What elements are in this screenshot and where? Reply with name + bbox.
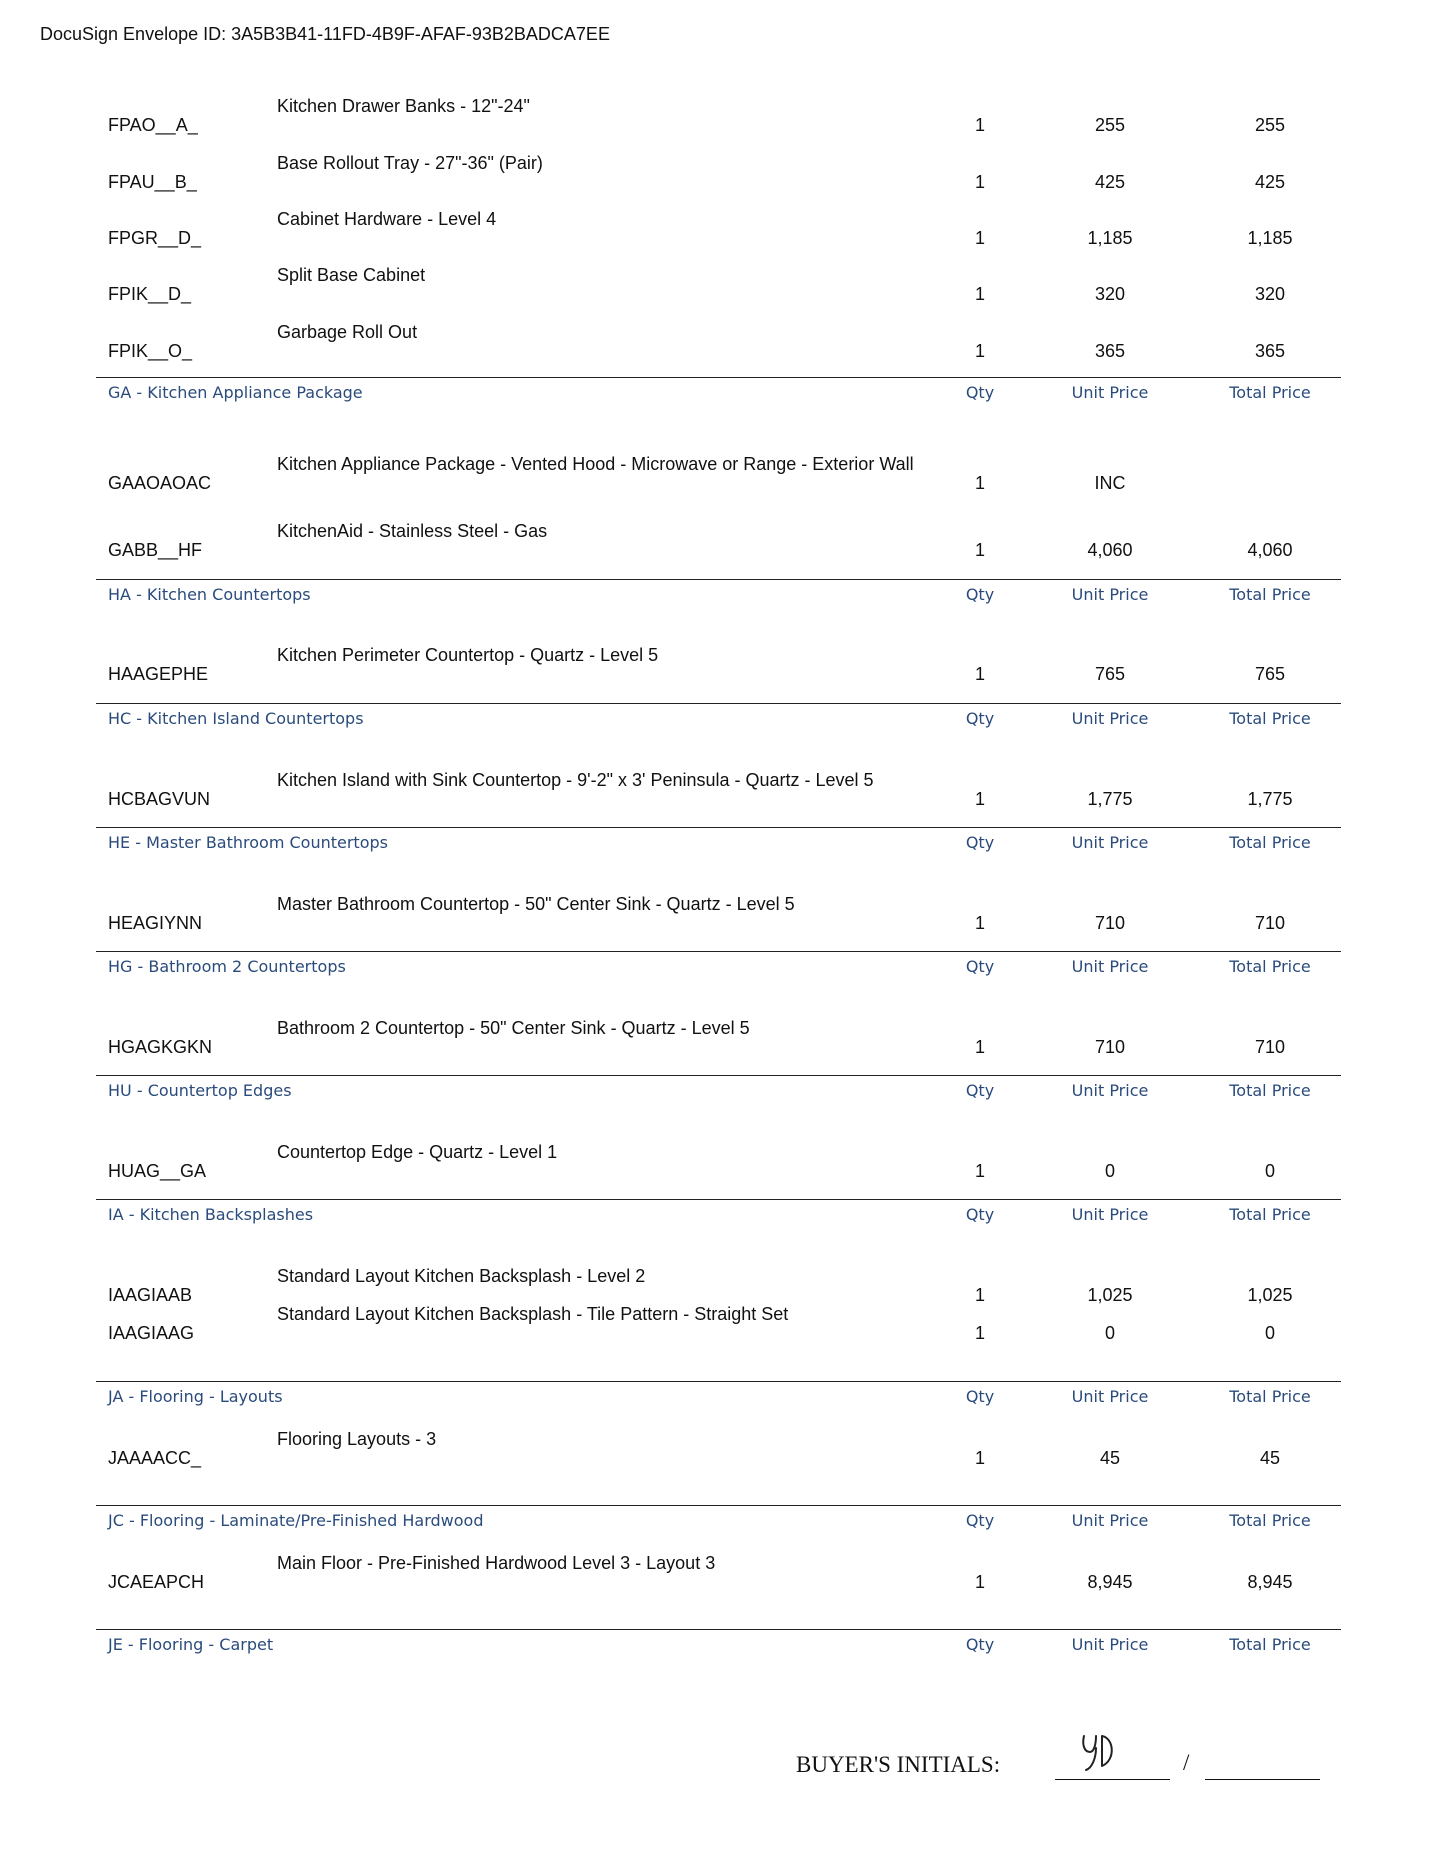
section-title: HA - Kitchen Countertops [108, 585, 311, 604]
item-qty: 1 [974, 1448, 985, 1468]
item-description: Bathroom 2 Countertop - 50" Center Sink - Quartz - Level 5 [277, 1018, 750, 1038]
section-title: GA - Kitchen Appliance Package [108, 383, 363, 402]
item-description: Base Rollout Tray - 27"-36" (Pair) [277, 153, 543, 173]
item-qty: 1 [974, 1323, 985, 1343]
item-unit-price: 255 [1094, 115, 1126, 135]
item-description: Flooring Layouts - 3 [277, 1429, 437, 1449]
line-item [0, 894, 1431, 934]
section-title: JC - Flooring - Laminate/Pre-Finished Hardwood [108, 1511, 484, 1530]
item-qty: 1 [974, 1572, 985, 1592]
qty-column-header: Qty [965, 1081, 995, 1100]
unit-price-column-header: Unit Price [1071, 585, 1149, 604]
line-item [0, 1553, 1431, 1593]
total-price-column-header: Total Price [1229, 1205, 1311, 1224]
line-item [0, 96, 1431, 136]
unit-price-column-header: Unit Price [1071, 957, 1149, 976]
item-code: HCBAGVUN [108, 789, 211, 809]
item-total-price: 710 [1254, 913, 1286, 933]
item-code: GABB__HF [108, 540, 203, 560]
item-description: Garbage Roll Out [277, 322, 418, 342]
item-qty: 1 [974, 284, 985, 304]
section-header [96, 827, 1341, 858]
section-header [96, 1075, 1341, 1106]
item-code: FPGR__D_ [108, 228, 202, 248]
section-title: HC - Kitchen Island Countertops [108, 709, 364, 728]
item-unit-price: 320 [1094, 284, 1126, 304]
item-unit-price: 1,185 [1087, 228, 1133, 248]
item-code: JAAAACC_ [108, 1448, 202, 1468]
qty-column-header: Qty [965, 833, 995, 852]
total-price-column-header: Total Price [1229, 957, 1311, 976]
item-description: Main Floor - Pre-Finished Hardwood Level 3 - Layout 3 [277, 1553, 716, 1573]
handwritten-initials-signature [1078, 1730, 1118, 1774]
total-price-column-header: Total Price [1229, 1635, 1311, 1654]
item-description: KitchenAid - Stainless Steel - Gas [277, 521, 548, 541]
item-qty: 1 [974, 540, 985, 560]
unit-price-column-header: Unit Price [1071, 1511, 1149, 1530]
item-unit-price: 45 [1099, 1448, 1121, 1468]
line-item [0, 770, 1431, 810]
unit-price-column-header: Unit Price [1071, 833, 1149, 852]
item-qty: 1 [974, 473, 985, 493]
line-item [0, 153, 1431, 193]
item-description: Cabinet Hardware - Level 4 [277, 209, 497, 229]
item-qty: 1 [974, 1285, 985, 1305]
item-unit-price: 0 [1104, 1161, 1115, 1181]
total-price-column-header: Total Price [1229, 1387, 1311, 1406]
line-item [0, 1429, 1431, 1469]
initials-field-2[interactable] [1205, 1778, 1320, 1780]
section-title: HE - Master Bathroom Countertops [108, 833, 388, 852]
item-description: Kitchen Drawer Banks - 12"-24" [277, 96, 530, 116]
unit-price-column-header: Unit Price [1071, 1635, 1149, 1654]
item-total-price: 4,060 [1247, 540, 1293, 560]
item-qty: 1 [974, 1037, 985, 1057]
item-code: HUAG__GA [108, 1161, 207, 1181]
item-description: Standard Layout Kitchen Backsplash - Tile Pattern - Straight Set [277, 1304, 789, 1324]
initials-separator: / [1183, 1750, 1190, 1775]
item-description: Split Base Cabinet [277, 265, 426, 285]
section-header [96, 951, 1341, 982]
section-title: JA - Flooring - Layouts [108, 1387, 283, 1406]
total-price-column-header: Total Price [1229, 1511, 1311, 1530]
item-unit-price: 765 [1094, 664, 1126, 684]
unit-price-column-header: Unit Price [1071, 1387, 1149, 1406]
section-header [96, 703, 1341, 734]
qty-column-header: Qty [965, 585, 995, 604]
item-code: JCAEAPCH [108, 1572, 205, 1592]
unit-price-column-header: Unit Price [1071, 383, 1149, 402]
line-item [0, 645, 1431, 685]
item-total-price: 365 [1254, 341, 1286, 361]
item-unit-price: INC [1094, 473, 1126, 493]
section-header [96, 377, 1341, 408]
qty-column-header: Qty [965, 383, 995, 402]
item-description: Master Bathroom Countertop - 50" Center Sink - Quartz - Level 5 [277, 894, 795, 914]
item-description: Kitchen Perimeter Countertop - Quartz - Level 5 [277, 645, 659, 665]
item-qty: 1 [974, 172, 985, 192]
item-unit-price: 1,775 [1087, 789, 1133, 809]
qty-column-header: Qty [965, 1387, 995, 1406]
item-code: HGAGKGKN [108, 1037, 213, 1057]
item-total-price: 765 [1254, 664, 1286, 684]
item-unit-price: 8,945 [1087, 1572, 1133, 1592]
section-header [96, 1505, 1341, 1536]
item-total-price: 1,025 [1247, 1285, 1293, 1305]
unit-price-column-header: Unit Price [1071, 709, 1149, 728]
initials-field-1[interactable] [1055, 1778, 1170, 1780]
item-unit-price: 4,060 [1087, 540, 1133, 560]
item-qty: 1 [974, 341, 985, 361]
item-total-price: 45 [1259, 1448, 1281, 1468]
envelope-id: DocuSign Envelope ID: 3A5B3B41-11FD-4B9F-AFAF-93B2BADCA7EE [40, 24, 610, 44]
section-header [96, 579, 1341, 610]
item-code: FPAO__A_ [108, 115, 198, 135]
item-qty: 1 [974, 228, 985, 248]
item-description: Standard Layout Kitchen Backsplash - Level 2 [277, 1266, 646, 1286]
section-header [96, 1381, 1341, 1412]
section-header [96, 1629, 1341, 1660]
item-code: HAAGEPHE [108, 664, 209, 684]
section-header [96, 1199, 1341, 1230]
line-item [0, 265, 1431, 305]
unit-price-column-header: Unit Price [1071, 1205, 1149, 1224]
line-item [0, 1018, 1431, 1058]
item-code: IAAGIAAB [108, 1285, 193, 1305]
item-qty: 1 [974, 1161, 985, 1181]
item-code: IAAGIAAG [108, 1323, 195, 1343]
item-description: Kitchen Island with Sink Countertop - 9'-2" x 3' Peninsula - Quartz - Level 5 [277, 770, 874, 790]
qty-column-header: Qty [965, 1511, 995, 1530]
section-title: IA - Kitchen Backsplashes [108, 1205, 314, 1224]
total-price-column-header: Total Price [1229, 1081, 1311, 1100]
item-total-price: 1,185 [1247, 228, 1293, 248]
item-total-price: 1,775 [1247, 789, 1293, 809]
total-price-column-header: Total Price [1229, 833, 1311, 852]
total-price-column-header: Total Price [1229, 585, 1311, 604]
section-title: JE - Flooring - Carpet [108, 1635, 274, 1654]
item-total-price: 0 [1264, 1161, 1275, 1181]
item-qty: 1 [974, 115, 985, 135]
buyers-initials-label: BUYER'S INITIALS: [796, 1752, 1001, 1777]
total-price-column-header: Total Price [1229, 709, 1311, 728]
line-item [0, 1266, 1431, 1306]
qty-column-header: Qty [965, 1635, 995, 1654]
item-code: FPIK__D_ [108, 284, 192, 304]
line-item [0, 322, 1431, 362]
section-title: HU - Countertop Edges [108, 1081, 292, 1100]
section-title: HG - Bathroom 2 Countertops [108, 957, 346, 976]
item-code: FPIK__O_ [108, 341, 193, 361]
item-unit-price: 710 [1094, 913, 1126, 933]
unit-price-column-header: Unit Price [1071, 1081, 1149, 1100]
item-code: GAAOAOAC [108, 473, 212, 493]
line-item [0, 1304, 1431, 1344]
line-item [0, 1142, 1431, 1182]
item-qty: 1 [974, 913, 985, 933]
qty-column-header: Qty [965, 1205, 995, 1224]
qty-column-header: Qty [965, 709, 995, 728]
item-code: FPAU__B_ [108, 172, 197, 192]
item-unit-price: 425 [1094, 172, 1126, 192]
item-total-price: 255 [1254, 115, 1286, 135]
item-unit-price: 710 [1094, 1037, 1126, 1057]
item-unit-price: 365 [1094, 341, 1126, 361]
item-total-price: 8,945 [1247, 1572, 1293, 1592]
item-total-price: 425 [1254, 172, 1286, 192]
item-qty: 1 [974, 789, 985, 809]
item-code: HEAGIYNN [108, 913, 203, 933]
item-total-price: 710 [1254, 1037, 1286, 1057]
item-total-price: 320 [1254, 284, 1286, 304]
item-unit-price: 1,025 [1087, 1285, 1133, 1305]
item-description: Kitchen Appliance Package - Vented Hood - Microwave or Range - Exterior Wall [277, 454, 914, 474]
item-description: Countertop Edge - Quartz - Level 1 [277, 1142, 558, 1162]
item-qty: 1 [974, 664, 985, 684]
qty-column-header: Qty [965, 957, 995, 976]
line-item [0, 454, 1431, 494]
total-price-column-header: Total Price [1229, 383, 1311, 402]
line-item [0, 209, 1431, 249]
item-unit-price: 0 [1104, 1323, 1115, 1343]
line-item [0, 521, 1431, 561]
item-total-price: 0 [1264, 1323, 1275, 1343]
